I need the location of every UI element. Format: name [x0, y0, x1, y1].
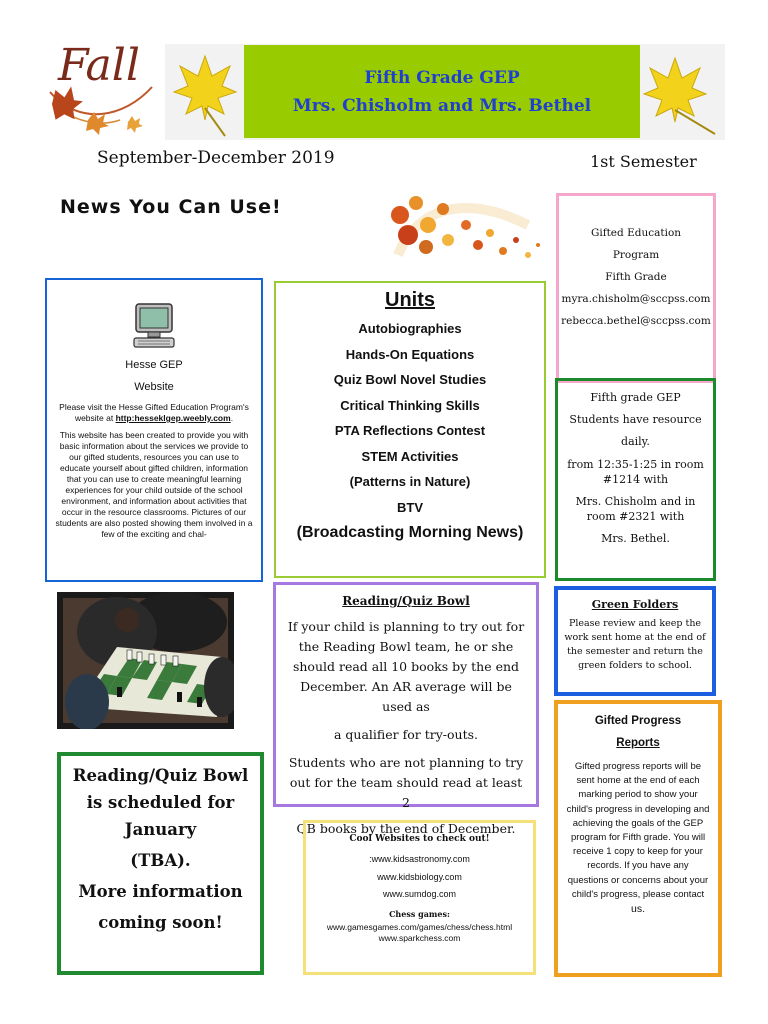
schedule-line: Mrs. Chisholm and in room #2321 with — [575, 495, 696, 523]
units-item: Hands-On Equations — [345, 346, 475, 362]
quiz-notice-line-3: More information coming soon! — [78, 882, 243, 932]
units-item: PTA Reflections Contest — [334, 423, 486, 438]
schedule-line: daily. — [621, 435, 650, 448]
schedule-line: Students have resource — [569, 413, 702, 426]
progress-title-2: Reports — [616, 737, 660, 749]
reading-paragraph-2b: QB books by the end of December. — [296, 821, 516, 836]
progress-body: Gifted progress reports will be sent home at the end of each marking period to show your child's progress in developing and achieving the goals of the GEP program for Fifth grade. You will receive 1 copy to keep for your records. If you have any questions or concerns about your child's progress, please contact — [566, 761, 710, 900]
website-link[interactable]: www.sumdog.com — [382, 889, 457, 899]
title-banner — [244, 45, 640, 138]
website-title: Hesse GEP — [125, 359, 183, 371]
title-line-1: Fifth Grade GEP — [364, 67, 520, 88]
date-range: September-December 2019 — [97, 148, 335, 168]
news-heading: News You Can Use! — [60, 196, 282, 218]
quiz-notice-line-2: (TBA). — [130, 851, 191, 870]
units-item-last: (Broadcasting Morning News) — [296, 524, 524, 541]
units-item: Quiz Bowl Novel Studies — [333, 372, 487, 387]
quiz-notice-line-1: Reading/Quiz Bowl is scheduled for January — [72, 766, 249, 839]
website-paragraph-1: Please visit the Hesse Gifted Education Program's website at http:hesseklgep.weebly.com. — [59, 402, 249, 423]
units-title: Units — [385, 289, 435, 311]
website-subtitle: Website — [134, 381, 174, 393]
website-link[interactable]: www.kidsbiology.com — [377, 871, 462, 882]
website-link[interactable]: :www.kidsastronomy.com — [369, 854, 470, 864]
quiz-notice-box — [57, 752, 264, 975]
schedule-line: Fifth grade GEP — [590, 391, 681, 404]
reading-paragraph-1: If your child is planning to try out for the Reading Bowl team, he or she should read all 10 books by the end December. An AR average will be used as — [287, 619, 525, 714]
units-box — [274, 281, 546, 578]
units-item: (Patterns in Nature) — [349, 474, 471, 489]
title-line-2: Mrs. Chisholm and Mrs. Bethel — [292, 95, 592, 116]
units-item: STEM Activities — [361, 448, 459, 464]
autumn-leaves-illustration — [378, 185, 548, 275]
contact-line: Program — [612, 249, 660, 261]
chess-photo — [57, 592, 234, 729]
websites-title: Cool Websites to check out! — [349, 834, 490, 844]
progress-box — [554, 700, 722, 977]
progress-tail: us. — [630, 903, 645, 916]
computer-icon — [130, 302, 178, 350]
chess-link[interactable]: www.gamesgames.com/games/chess/chess.html — [326, 921, 513, 932]
schedule-box — [555, 378, 716, 581]
contact-box — [556, 193, 716, 383]
website-box — [45, 278, 263, 582]
units-item: Autobiographies — [358, 321, 462, 336]
contact-line: Fifth Grade — [605, 271, 667, 283]
email-link[interactable]: myra.chisholm@sccpss.com — [561, 293, 711, 305]
units-item: Critical Thinking Skills — [340, 397, 480, 413]
green-folders-box — [554, 586, 716, 696]
maple-leaf-icon — [640, 50, 710, 140]
maple-leaf-icon — [170, 48, 240, 138]
reading-paragraph-1b: a qualifier for try-outs. — [334, 727, 478, 742]
reading-paragraph-2: Students who are not planning to try out for the team should read at least 2 — [288, 755, 524, 810]
reading-box — [273, 582, 539, 836]
reading-title: Reading/Quiz Bowl — [342, 594, 470, 608]
websites-box — [303, 820, 536, 975]
chess-games-title: Chess games: — [389, 908, 450, 919]
progress-title-1: Gifted Progress — [594, 715, 682, 727]
chess-link[interactable]: www.sparkchess.com — [378, 932, 461, 943]
green-folders-title: Green Folders — [591, 598, 679, 611]
green-folders-body: Please review and keep the work sent home at the end of the semester and return the green folders to school. — [564, 618, 706, 671]
units-item: BTV — [397, 499, 423, 515]
contact-line: Gifted Education — [590, 227, 682, 239]
schedule-line: from 12:35-1:25 in room #1214 with — [567, 458, 704, 486]
website-link[interactable]: http:hesseklgep.weebly.com — [115, 413, 231, 423]
schedule-line: Mrs. Bethel. — [601, 532, 670, 545]
email-link[interactable]: rebecca.bethel@sccpss.com — [561, 315, 711, 327]
fall-logo-text: Fall — [58, 40, 140, 91]
semester-label: 1st Semester — [590, 152, 697, 171]
website-paragraph-2: This website has been created to provide you with basic information about the services we provide to our gifted students, resources you can use to educate yourself about gifted children, information that you can use to create meaningful learning experiences for your child outside of the school environment, and information about activities that occur in the resource classrooms. Pictures of our students are also posted showing them involved in a few of the exciting and chal- — [55, 430, 253, 539]
